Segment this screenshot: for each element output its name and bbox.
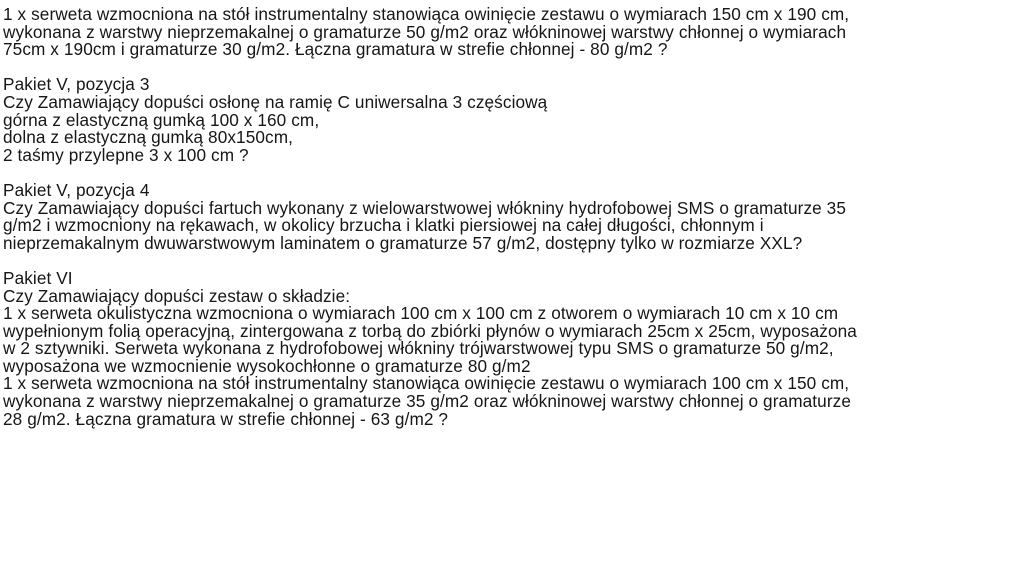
scanned-document-page	[3, 6, 1021, 428]
section-heading: Pakiet V, pozycja 3	[3, 74, 150, 95]
text-line: 1 x serweta wzmocniona na stół instrumentalny stanowiąca owinięcie zestawu o wymiarach 150 cm x 190 cm,	[3, 4, 850, 24]
paragraph-gap	[3, 252, 1021, 270]
text-line: 1 x serweta wzmocniona na stół instrumentalny stanowiąca owinięcie zestawu o wymiarach 100 cm x 150 cm,	[3, 373, 850, 394]
section-heading: Pakiet VI	[3, 267, 73, 288]
section-heading: Pakiet V, pozycja 4	[3, 179, 150, 200]
text-line: Czy Zamawiający dopuści osłonę na ramię C uniwersalna 3 częściową	[3, 91, 548, 112]
text-line: Czy Zamawiający dopuści zestaw o składzie:	[3, 285, 351, 306]
text-line: Czy Zamawiający dopuści fartuch wykonany z wielowarstwowej włókniny hydrofobowej SMS o gramaturze 35	[3, 197, 846, 218]
text-line: 2 taśmy przylepne 3 x 100 cm ?	[3, 144, 249, 165]
text-line: wykonana z warstwy nieprzemakalnej o gramaturze 50 g/m2 oraz włókninowej warstwy chłonnej o wymiarach	[3, 21, 847, 42]
text-line: wyposażona we wzmocnienie wysokochłonne o gramaturze 80 g/m2	[3, 355, 531, 376]
paragraph-gap	[3, 164, 1021, 182]
text-line: wypełnionym folią operacyjną, zintergowana z torbą do zbiórki płynów o wymiarach 25cm x 25cm, wyposażona	[3, 320, 857, 341]
text-line: g/m2 i wzmocniony na rękawach, w okolicy brzucha i klatki piersiowej na całej długości, chłonnym i	[3, 215, 764, 236]
paragraph-gap	[3, 59, 1021, 77]
text-line: w 2 sztywniki. Serweta wykonana z hydrofobowej włókniny trójwarstwowej typu SMS o gramaturze 50 g/m2,	[3, 338, 834, 359]
text-line: 28 g/m2. Łączna gramatura w strefie chłonnej - 63 g/m2 ?	[3, 408, 449, 429]
text-line: 1 x serweta okulistyczna wzmocniona o wymiarach 100 cm x 100 cm z otworem o wymiarach 10 cm x 10 cm	[3, 303, 839, 324]
text-line: nieprzemakalnym dwuwarstwowym laminatem o gramaturze 57 g/m2, dostępny tylko w rozmiarze XXL?	[3, 232, 803, 253]
text-line: 75cm x 190cm i gramaturze 30 g/m2. Łączna gramatura w strefie chłonnej - 80 g/m2 ?	[3, 39, 668, 60]
text-line: dolna z elastyczną gumką 80x150cm,	[3, 127, 294, 148]
text-line: górna z elastyczną gumką 100 x 160 cm,	[3, 109, 320, 130]
text-line: wykonana z warstwy nieprzemakalnej o gramaturze 35 g/m2 oraz włókninowej warstwy chłonnej o gramaturze	[3, 391, 851, 412]
